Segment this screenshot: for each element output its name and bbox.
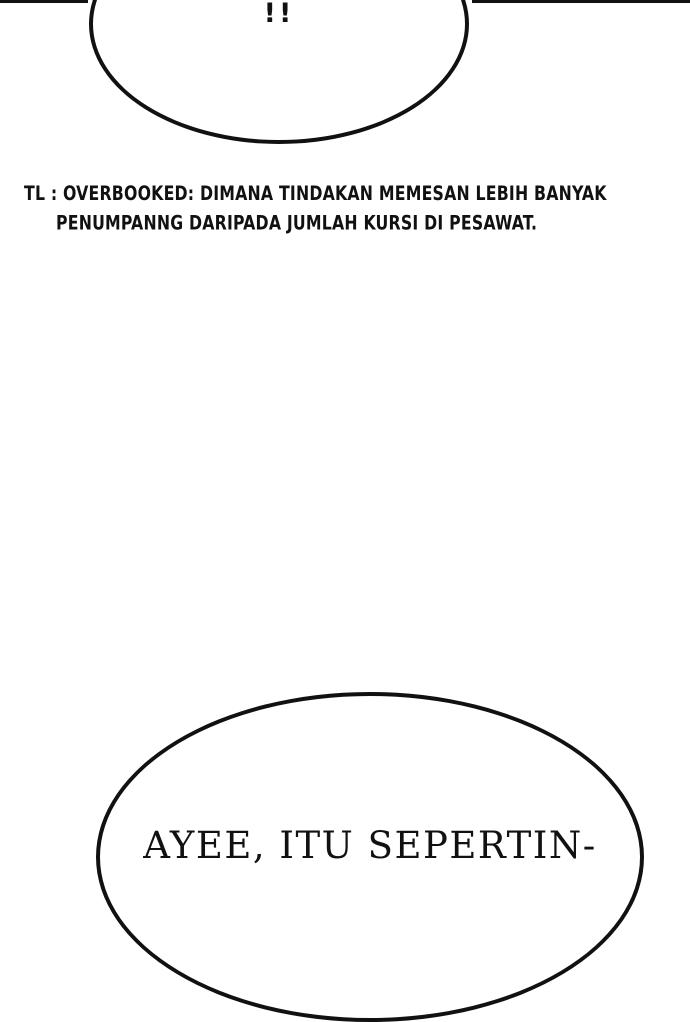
translator-note-line-1: TL : OVERBOOKED: DIMANA TINDAKAN MEMESAN LEBIH BANYAK: [24, 183, 607, 206]
panel-border-top-left: [0, 0, 88, 3]
speech-balloon-top-text: !!: [263, 0, 295, 29]
speech-balloon-bottom-text: AYEE, ITU SEPERTIN-: [143, 824, 597, 867]
translator-note: [24, 180, 664, 238]
translator-note-line-2: PENUMPANNG DARIPADA JUMLAH KURSI DI PESAWAT.: [56, 212, 538, 235]
panel-border-top-right: [472, 0, 690, 3]
